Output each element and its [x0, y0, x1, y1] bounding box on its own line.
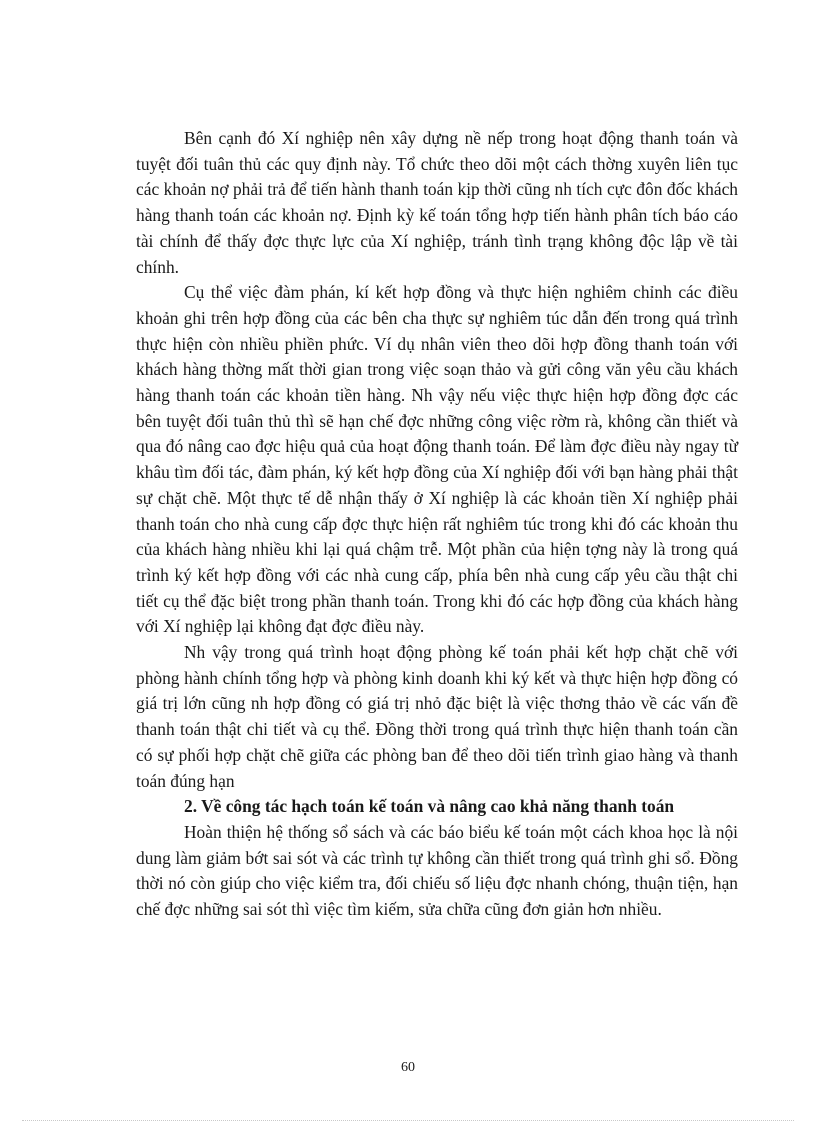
body-paragraph-3: Nh vậy trong quá trình hoạt động phòng kế toán phải kết hợp chặt chẽ với phòng hành chính tổng hợp và phòng kinh doanh khi ký kết và thực hiện hợp đồng có giá trị lớn cũng nh hợp đồng có giá trị nhỏ đặc biệt là việc thơng thảo về các vấn đề thanh toán thật chi tiết và cụ thể. Đồng thời trong quá trình thực hiện thanh toán cần có sự phối hợp chặt chẽ giữa các phòng ban để theo dõi tiến trình giao hàng và thanh toán đúng hạn	[136, 642, 738, 791]
page-bottom-divider	[22, 1120, 794, 1121]
section-heading: 2. Về công tác hạch toán kế toán và nâng cao khả năng thanh toán	[184, 796, 675, 817]
page-number: 60	[401, 1060, 415, 1075]
body-paragraph-2: Cụ thể việc đàm phán, kí kết hợp đồng và thực hiện nghiêm chỉnh các điều khoản ghi trên hợp đồng của các bên cha thực sự nghiêm túc dẫn đến trong quá trình thực hiện còn nhiều phiền phức. Ví dụ nhân viên theo dõi hợp đồng thanh toán với khách hàng thờng mất thời gian trong việc soạn thảo và gửi công văn yêu cầu khách hàng thanh toán các khoản tiền hàng. Nh vậy nếu việc thực hiện hợp đồng đợc các bên tuyệt đối tuân thủ thì sẽ hạn chế đợc những công việc rờm rà, không cần thiết và qua đó nâng cao đợc hiệu quả của hoạt động thanh toán. Để làm đợc điều này ngay từ khâu tìm đối tác, đàm phán, ký kết hợp đồng của Xí nghiệp đối với bạn hàng phải thật sự chặt chẽ. Một thực tế dễ nhận thấy ở Xí nghiệp là các khoản tiền Xí nghiệp phải thanh toán cho nhà cung cấp đợc thực hiện rất nghiêm túc trong khi đó các khoản thu của khách hàng nhiều khi lại quá chậm trễ. Một phần của hiện tợng này là trong quá trình ký kết hợp đồng với các nhà cung cấp, phía bên nhà cung cấp yêu cầu thật chi tiết cụ thể đặc biệt trong phần thanh toán. Trong khi đó các hợp đồng của khách hàng với Xí nghiệp lại không đạt đợc điều này.	[136, 282, 738, 637]
body-paragraph-4: Hoàn thiện hệ thống sổ sách và các báo biểu kế toán một cách khoa học là nội dung làm giảm bớt sai sót và các trình tự không cần thiết trong quá trình ghi sổ. Đồng thời nó còn giúp cho việc kiểm tra, đối chiếu số liệu đợc nhanh chóng, thuận tiện, hạn chế đợc những sai sót thì việc tìm kiếm, sửa chữa cũng đơn giản hơn nhiều.	[136, 821, 738, 920]
body-paragraph-1: Bên cạnh đó Xí nghiệp nên xây dựng nề nếp trong hoạt động thanh toán và tuyệt đối tuân thủ các quy định này. Tổ chức theo dõi một cách thờng xuyên liên tục các khoản nợ phải trả để tiến hành thanh toán kịp thời cũng nh tích cực đôn đốc khách hàng thanh toán các khoản nợ. Định kỳ kế toán tổng hợp tiến hành phân tích báo cáo tài chính để thấy đợc thực lực của Xí nghiệp, tránh tình trạng không độc lập về tài chính.	[136, 128, 738, 277]
document-page	[136, 126, 738, 923]
